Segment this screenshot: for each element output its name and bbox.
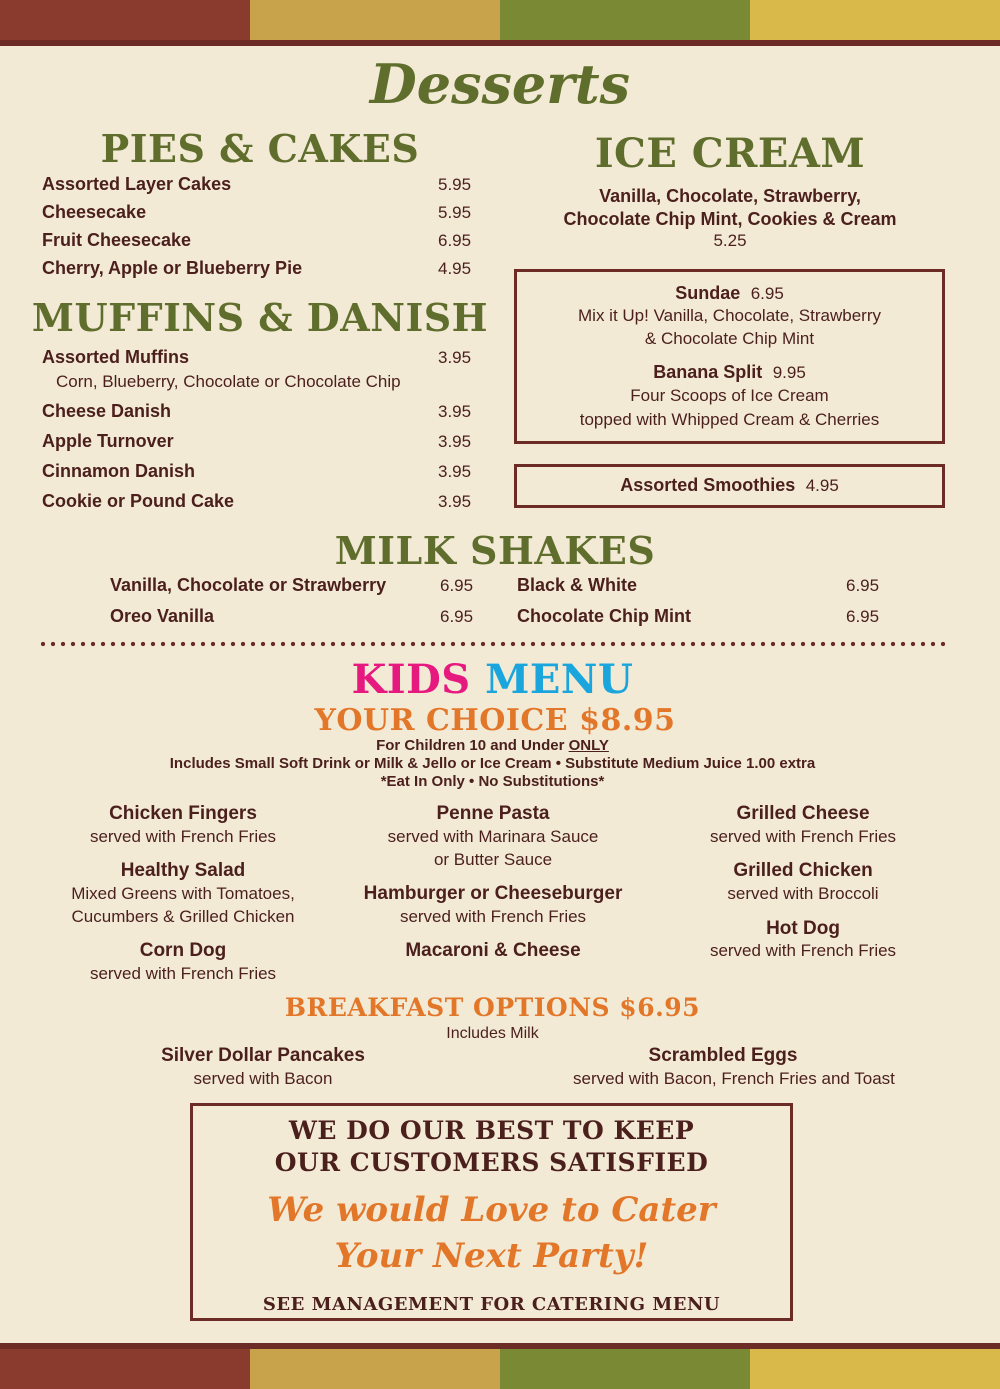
stripe xyxy=(750,0,1000,40)
menu-item-name: Assorted Layer Cakes xyxy=(42,174,232,194)
pies-heading: PIES & CAKES xyxy=(100,126,420,171)
kids-item-name: Hot Dog xyxy=(766,918,840,939)
icecream-heading: ICE CREAM xyxy=(594,130,866,177)
menu-item-name: Vanilla, Chocolate or Strawberry xyxy=(110,575,387,595)
kids-item-name: Grilled Cheese xyxy=(736,803,870,824)
menu-item-name: Cookie or Pound Cake xyxy=(42,491,235,511)
menu-item-price: 6.95 xyxy=(438,231,472,250)
menu-item-name: Fruit Cheesecake xyxy=(42,230,192,250)
kids-item-description: served with Marinara Sauce xyxy=(387,827,599,846)
menu-item-name: Apple Turnover xyxy=(42,431,174,451)
kids-item-description: served with French Fries xyxy=(89,827,277,846)
stripe xyxy=(750,1349,1000,1389)
banana-split-price: 9.95 xyxy=(772,363,806,382)
banana-split-description: topped with Whipped Cream & Cherries xyxy=(579,410,880,429)
stripe xyxy=(0,1349,250,1389)
menu-item-name: Oreo Vanilla xyxy=(110,606,215,626)
kids-age-text: For Children 10 and Under xyxy=(376,737,565,754)
stripe xyxy=(500,0,750,40)
catering-tagline: We would Love to Cater xyxy=(267,1190,716,1230)
kids-item-name: Penne Pasta xyxy=(436,803,550,824)
kids-eat-in-note: *Eat In Only • No Substitutions* xyxy=(380,773,605,790)
menu-item-name: Cinnamon Danish xyxy=(42,461,196,481)
kids-item-description: Cucumbers & Grilled Chicken xyxy=(71,907,295,926)
sundae-name: Sundae xyxy=(675,283,741,303)
catering-menu-note: SEE MANAGEMENT FOR CATERING MENU xyxy=(262,1294,721,1315)
menu-item-name: Black & White xyxy=(517,575,638,595)
stripe xyxy=(250,0,500,40)
stripe xyxy=(0,0,250,40)
menu-item-price: 4.95 xyxy=(438,259,472,278)
satisfaction-line: WE DO OUR BEST TO KEEP xyxy=(288,1116,695,1145)
breakfast-item-name: Silver Dollar Pancakes xyxy=(161,1045,365,1066)
kids-item-name: Macaroni & Cheese xyxy=(405,940,581,961)
menu-item-price: 3.95 xyxy=(438,492,472,511)
icecream-flavors: Vanilla, Chocolate, Strawberry, xyxy=(599,186,861,206)
menu-item-name: Cheese Danish xyxy=(42,401,172,421)
top-color-band xyxy=(0,0,1000,40)
menu-item-price: 6.95 xyxy=(440,576,474,595)
menu-item-description: Corn, Blueberry, Chocolate or Chocolate Chip xyxy=(56,372,401,391)
sundae-description: & Chocolate Chip Mint xyxy=(644,329,815,348)
breakfast-item-description: served with Bacon, French Fries and Toast xyxy=(573,1069,895,1088)
menu-item-price: 6.95 xyxy=(846,607,880,626)
menu-item-price: 3.95 xyxy=(438,462,472,481)
menu-item-name: Assorted Muffins xyxy=(42,347,190,367)
banana-split-title xyxy=(514,362,945,383)
dotted-divider xyxy=(38,641,950,647)
muffins-heading: MUFFINS & DANISH xyxy=(31,295,489,340)
bottom-color-band xyxy=(0,1349,1000,1389)
kids-item-name: Chicken Fingers xyxy=(109,803,257,824)
kids-item-name: Corn Dog xyxy=(139,940,227,961)
breakfast-note: Includes Milk xyxy=(446,1025,539,1042)
kids-item-name: Healthy Salad xyxy=(120,860,246,881)
smoothies-name: Assorted Smoothies xyxy=(620,475,796,495)
catering-tagline: Your Next Party! xyxy=(334,1236,649,1276)
kids-choice-price: YOUR CHOICE $8.95 xyxy=(314,703,676,738)
menu-item-price: 3.95 xyxy=(438,432,472,451)
menu-item-price: 5.95 xyxy=(438,175,472,194)
stripe xyxy=(250,1349,500,1389)
breakfast-heading: BREAKFAST OPTIONS $6.95 xyxy=(284,993,701,1022)
menu-item-name: Chocolate Chip Mint xyxy=(517,606,691,626)
smoothies-price: 4.95 xyxy=(805,476,839,495)
menu-item-price: 3.95 xyxy=(438,348,472,367)
kids-item-description: served with French Fries xyxy=(399,907,587,926)
banana-split-description: Four Scoops of Ice Cream xyxy=(630,386,829,405)
kids-item-description: Mixed Greens with Tomatoes, xyxy=(71,884,295,903)
banana-split-name: Banana Split xyxy=(653,362,763,382)
kids-item-description: served with French Fries xyxy=(709,941,897,960)
kids-item-name: Grilled Chicken xyxy=(733,860,873,881)
kids-includes-note: Includes Small Soft Drink or Milk & Jello or Ice Cream • Substitute Medium Juice 1.00 extra xyxy=(169,755,816,772)
kids-item-description: served with French Fries xyxy=(709,827,897,846)
breakfast-item-description: served with Bacon xyxy=(193,1069,333,1088)
menu-item-price: 6.95 xyxy=(440,607,474,626)
menu-item-name: Cheesecake xyxy=(42,202,147,222)
menu-item-price: 5.95 xyxy=(438,203,472,222)
sundae-description: Mix it Up! Vanilla, Chocolate, Strawberry xyxy=(578,306,881,325)
menu-item-name: Cherry, Apple or Blueberry Pie xyxy=(42,258,303,278)
kids-menu-title xyxy=(0,656,985,703)
kids-age-note xyxy=(0,737,985,754)
menu-word: MENU xyxy=(485,656,634,703)
kids-item-description: served with Broccoli xyxy=(727,884,879,903)
icecream-flavors: Chocolate Chip Mint, Cookies & Cream xyxy=(563,209,897,229)
top-rule xyxy=(0,40,1000,46)
kids-item-description: served with French Fries xyxy=(89,964,277,983)
kids-item-description: or Butter Sauce xyxy=(433,850,553,869)
menu-item-price: 6.95 xyxy=(846,576,880,595)
menu-item-price: 3.95 xyxy=(438,402,472,421)
stripe xyxy=(500,1349,750,1389)
satisfaction-line: OUR CUSTOMERS SATISFIED xyxy=(274,1148,709,1177)
kids-only-text: ONLY xyxy=(568,737,609,754)
breakfast-item-name: Scrambled Eggs xyxy=(648,1045,798,1066)
kids-item-name: Hamburger or Cheeseburger xyxy=(363,883,623,904)
sundae-title xyxy=(514,283,945,304)
sundae-price: 6.95 xyxy=(750,284,784,303)
icecream-price: 5.25 xyxy=(713,231,747,250)
shakes-heading: MILK SHAKES xyxy=(334,528,656,573)
kids-word: KIDS xyxy=(351,656,471,703)
page-title: Desserts xyxy=(369,52,631,116)
smoothies-line xyxy=(514,475,945,496)
